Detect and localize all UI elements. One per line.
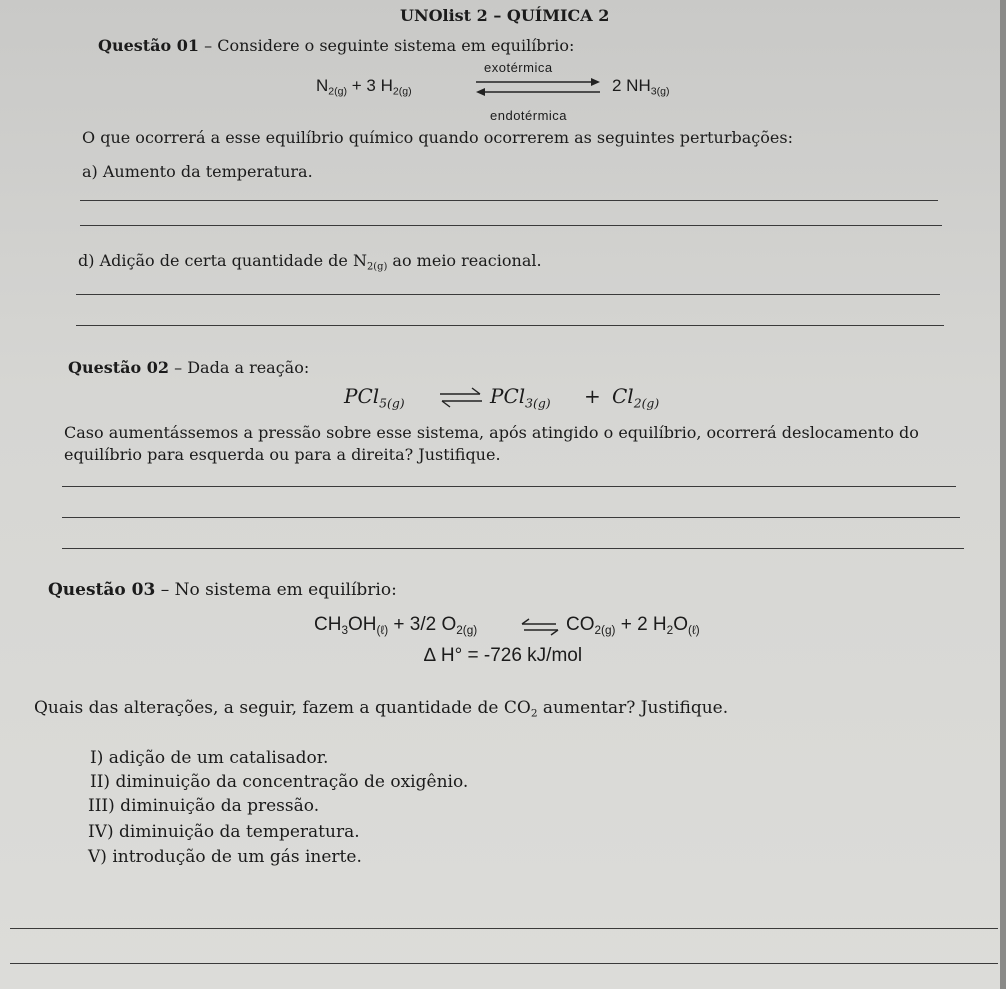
q1-statement [98,36,574,55]
q2-product-2: $Cl_{2(g)}$ [612,384,660,411]
q2-reactant: PCl$_{5(g)}$ [344,384,405,411]
q1-item-d: d) Adição de certa quantidade de $N_{2(g)}$ ao meio reacional. [78,251,542,273]
q2-heading: Questão 02 [68,358,170,377]
q3-option: III) diminuição da pressão. [88,796,320,816]
q1-intro: – Considere o seguinte sistema em equilíbrio: [199,36,575,55]
answer-line [62,517,960,518]
q2-text-line2: equilíbrio para esquerda ou para a direita? Justifique. [64,445,501,464]
q3-equation-left: $CH_3OH_{(\ell)} + 3/2$ $O_{2(g)}$ [314,614,478,638]
answer-line [62,548,964,549]
answer-line [76,325,944,326]
page-title: UNOlist 2 – QUÍMICA 2 [400,6,610,25]
arrow-label-endothermic: endotérmica [490,108,568,123]
q1-equation-right: 2 $NH_{3(g)}$ [612,76,670,98]
q1-item-a: a) Aumento da temperatura. [82,162,313,181]
q3-question: Quais das alterações, a seguir, fazem a quantidade de $CO_2$ aumentar? Justifique. [34,698,729,720]
q3-intro: – No sistema em equilíbrio: [155,580,397,600]
q3-heading: Questão 03 [48,580,156,600]
q3-option: V) introdução de um gás inerte. [88,847,362,867]
answer-line [10,928,998,929]
equilibrium-harpoons-icon [520,617,560,637]
answer-line [80,200,938,201]
q3-statement [48,580,397,600]
q3-option: IV) diminuição da temperatura. [88,822,360,842]
q1-question: O que ocorrerá a esse equilíbrio químico quando ocorrerem as seguintes perturbações: [82,128,793,147]
q2-product-1: PCl$_{3(g)}$ [490,384,551,411]
q2-intro: – Dada a reação: [169,358,310,377]
q1-equation-left: $N_{2(g)} + 3$ $H_{2(g)}$ [316,76,412,98]
equilibrium-harpoons-icon [438,386,484,408]
answer-line [10,963,998,964]
equilibrium-arrows-icon [474,76,604,98]
answer-line [76,294,940,295]
answer-line [80,225,942,226]
q2-text-line1: Caso aumentássemos a pressão sobre esse sistema, após atingido o equilíbrio, ocorrerá deslocamento do [64,423,919,442]
q1-heading: Questão 01 [98,36,200,55]
arrow-label-exothermic: exotérmica [484,60,553,75]
page-edge-shadow [1000,0,1006,989]
answer-line [62,486,956,487]
q2-statement [68,358,309,377]
q3-equation-right: $CO_{2(g)} + 2$ $H_2O_{(\ell)}$ [566,614,700,638]
q3-enthalpy: ∆ H° = -726 kJ/mol [424,645,583,666]
q3-option: II) diminuição da concentração de oxigênio. [90,772,469,792]
q2-plus: + [584,384,601,408]
q3-option: I) adição de um catalisador. [90,748,329,768]
